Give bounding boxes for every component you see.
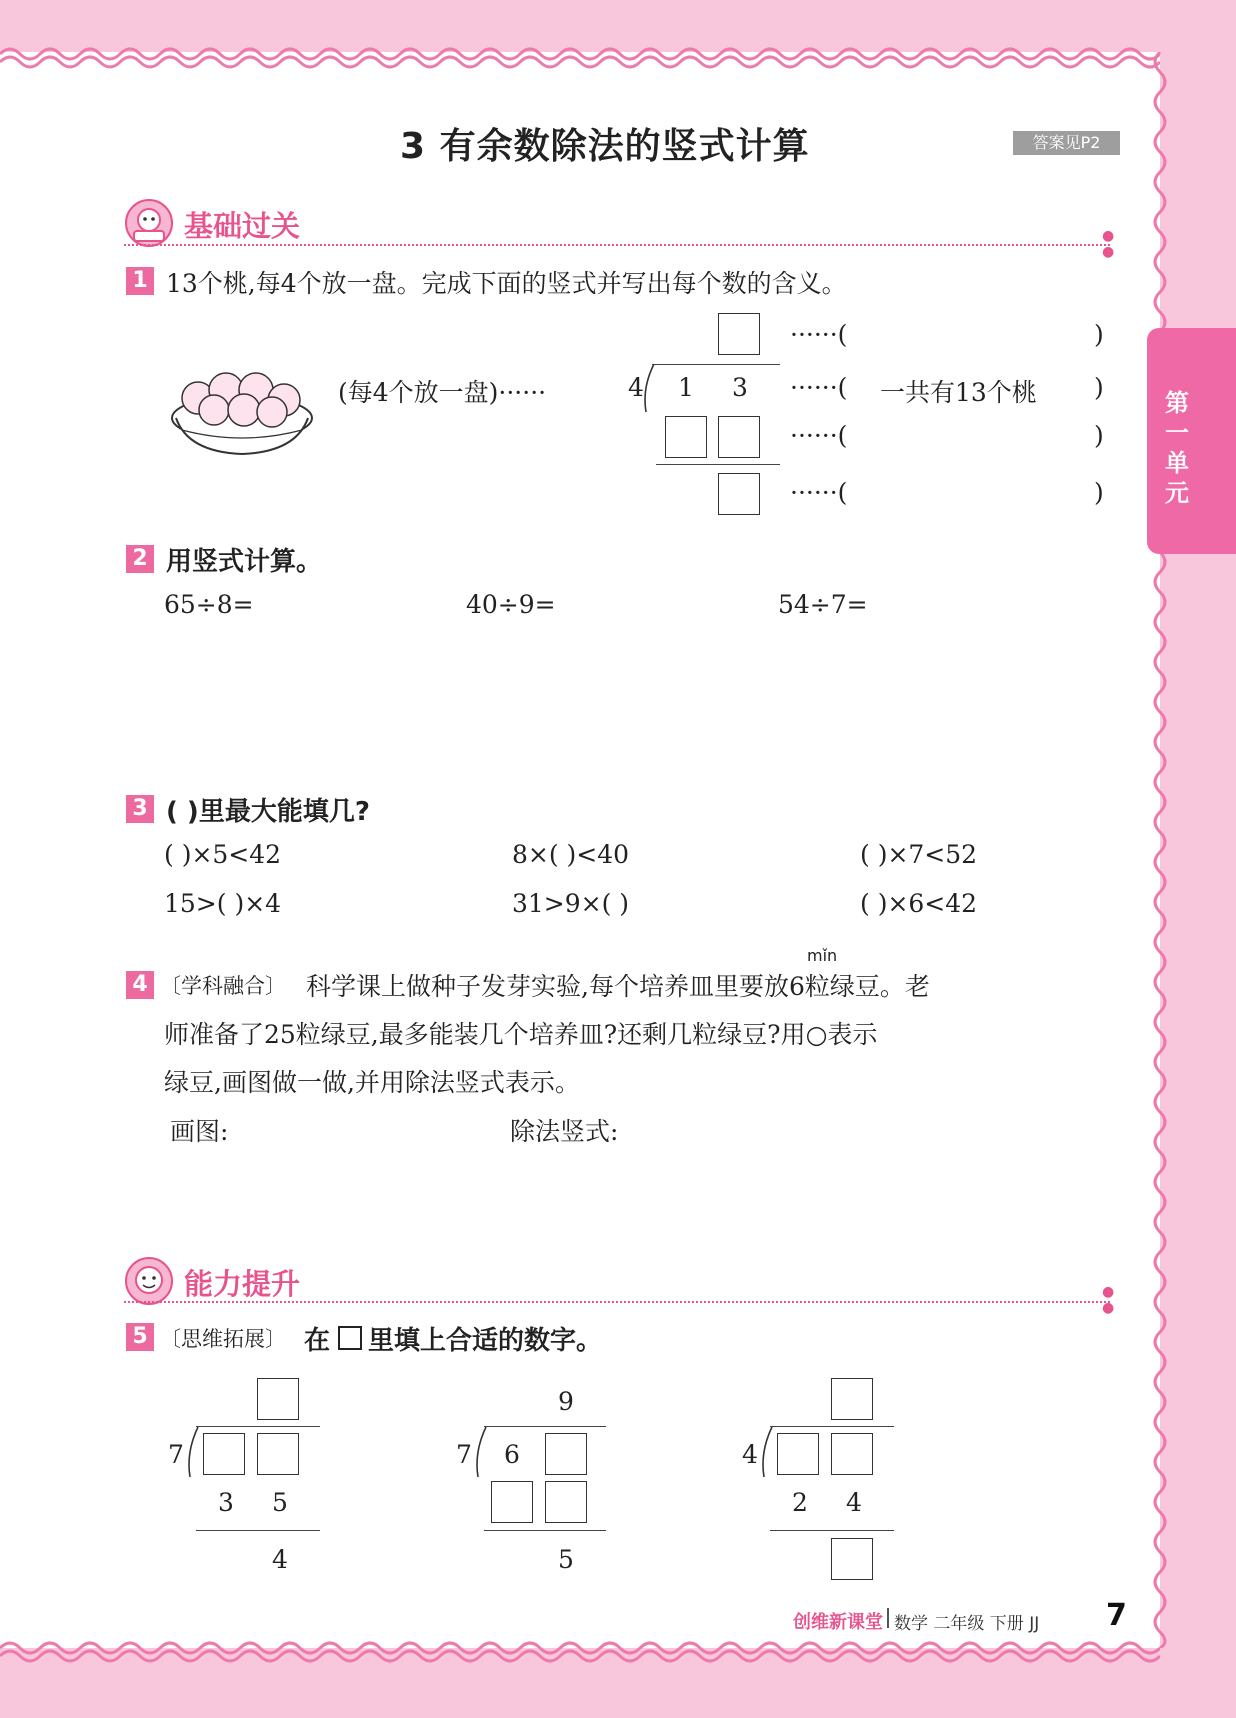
q1-quotient-box[interactable]: [718, 313, 760, 355]
section-divider: [124, 244, 1110, 246]
footer-brand: 创维新课堂: [793, 1612, 883, 1633]
q1-text: 13个桃,每4个放一盘。完成下面的竖式并写出每个数的含义。: [166, 269, 847, 298]
q5p2-dividend-digit-1: 6: [504, 1440, 520, 1469]
q5p1-dividend-box-1[interactable]: [203, 1433, 245, 1475]
section-title-advanced: 能力提升: [184, 1267, 301, 1301]
q2-text: 用竖式计算。: [166, 547, 323, 577]
question-number-5: 5: [126, 1323, 154, 1351]
q4-tag: 〔学科融合〕: [160, 974, 286, 998]
q3-row2-item-2: 31>9×( ): [512, 889, 630, 918]
q3-text: ( )里最大能填几?: [166, 797, 370, 827]
page-number: 7: [1106, 1598, 1127, 1633]
q4-line-1: 科学课上做种子发芽实验,每个培养皿里要放6粒绿豆。老: [306, 972, 930, 1001]
q1-row4-prefix: ······(: [790, 478, 848, 507]
q5p2-remainder: 5: [558, 1545, 574, 1574]
q1-row4-suffix: ): [1094, 478, 1104, 507]
q5p2-division-bar: [484, 1426, 606, 1427]
q5p1-quotient-box[interactable]: [257, 1378, 299, 1420]
q5p3-dividend-box-2[interactable]: [831, 1433, 873, 1475]
question-number-2: 2: [126, 545, 154, 573]
q5p1-divisor: 7: [168, 1440, 184, 1469]
q5p2-division-bracket: [472, 1425, 492, 1479]
q1-dividend-digit-1: 1: [678, 373, 694, 402]
answer-reference-badge: 答案见P2: [1013, 131, 1120, 155]
q2-item-1: 65÷8=: [164, 590, 254, 619]
q3-row1-item-1: ( )×5<42: [164, 840, 282, 869]
footer-separator: [887, 1608, 889, 1628]
q5-empty-box-icon: [338, 1326, 362, 1350]
q1-product-box-1[interactable]: [665, 416, 707, 458]
footer-info: 数学 二年级 下册 JJ: [894, 1614, 1040, 1634]
q5p3-division-bar: [770, 1426, 894, 1427]
q5p1-dividend-box-2[interactable]: [257, 1433, 299, 1475]
q5p2-subtraction-line: [484, 1530, 606, 1531]
right-wave-border: [1148, 52, 1176, 1648]
q4-pinyin: mǐn: [807, 946, 838, 965]
q3-row2-item-1: 15>( )×4: [164, 889, 282, 918]
q5p3-product-digit-1: 2: [792, 1488, 808, 1517]
q3-row1-item-3: ( )×7<52: [860, 840, 978, 869]
q5p2-quotient: 9: [558, 1387, 574, 1416]
peach-basket-icon: [168, 362, 316, 458]
mascot-icon: [124, 198, 174, 248]
q1-row1-prefix: ······(: [790, 320, 848, 349]
q1-row3-suffix: ): [1094, 421, 1104, 450]
q4-line-3: 绿豆,画图做一做,并用除法竖式表示。: [164, 1068, 580, 1097]
section-divider: [124, 1301, 1110, 1303]
q5p1-division-bar: [196, 1426, 320, 1427]
q5p1-remainder: 4: [272, 1545, 288, 1574]
q4-draw-label: 画图:: [170, 1117, 229, 1146]
q5p3-remainder-box[interactable]: [831, 1538, 873, 1580]
q5-tag: 〔思维拓展〕: [160, 1327, 286, 1351]
divider-dots-icon: ● ●: [1102, 228, 1115, 260]
q1-row1-suffix: ): [1094, 320, 1104, 349]
question-number-4: 4: [126, 971, 154, 999]
q5p2-dividend-box-2[interactable]: [545, 1433, 587, 1475]
q5p1-division-bracket: [184, 1425, 204, 1479]
section-title-basic: 基础过关: [184, 209, 301, 243]
lesson-title: 3 有余数除法的竖式计算: [400, 126, 810, 167]
q5p1-product-digit-1: 3: [218, 1488, 234, 1517]
q2-item-3: 54÷7=: [778, 590, 868, 619]
q5p3-dividend-box-1[interactable]: [777, 1433, 819, 1475]
q5p3-division-bracket: [758, 1425, 778, 1479]
q1-product-box-2[interactable]: [718, 416, 760, 458]
q1-row2-answer: 一共有13个桃: [880, 378, 1037, 407]
q5-text-after: 里填上合适的数字。: [368, 1326, 603, 1356]
q1-divisor: 4: [628, 373, 644, 402]
q2-item-2: 40÷9=: [466, 590, 556, 619]
q4-line-2: 师准备了25粒绿豆,最多能装几个培养皿?还剩几粒绿豆?用○表示: [164, 1020, 878, 1049]
q5p2-product-box-1[interactable]: [491, 1481, 533, 1523]
q5p1-subtraction-line: [196, 1530, 320, 1531]
q1-division-bracket: [640, 362, 660, 414]
q4-vertical-label: 除法竖式:: [510, 1117, 619, 1146]
q5p3-subtraction-line: [770, 1530, 894, 1531]
q5p3-quotient-box[interactable]: [831, 1378, 873, 1420]
q5p2-product-box-2[interactable]: [545, 1481, 587, 1523]
q1-subtraction-line: [656, 464, 780, 465]
q1-divisor-meaning: (每4个放一盘)······: [338, 378, 547, 407]
q3-row1-item-2: 8×( )<40: [512, 840, 630, 869]
question-number-3: 3: [126, 795, 154, 823]
q5-text-before: 在: [304, 1326, 331, 1356]
q5p1-product-digit-2: 5: [272, 1488, 288, 1517]
q5p3-divisor: 4: [742, 1440, 758, 1469]
divider-dots-icon: ● ●: [1102, 1284, 1115, 1316]
q1-row3-prefix: ······(: [790, 421, 848, 450]
q1-dividend-digit-2: 3: [732, 373, 748, 402]
question-number-1: 1: [126, 267, 154, 295]
q5p3-product-digit-2: 4: [846, 1488, 862, 1517]
q1-remainder-box[interactable]: [718, 473, 760, 515]
bottom-wave-border: [0, 1636, 1160, 1672]
mascot-icon: [124, 1256, 174, 1306]
q1-division-bar: [652, 364, 780, 365]
q1-row2-prefix: ······(: [790, 373, 848, 402]
unit-side-label: 第一单元: [1165, 389, 1189, 507]
q3-row2-item-3: ( )×6<42: [860, 889, 978, 918]
q5p2-divisor: 7: [456, 1440, 472, 1469]
top-wave-border: [0, 40, 1160, 76]
q1-row2-suffix: ): [1094, 373, 1104, 402]
